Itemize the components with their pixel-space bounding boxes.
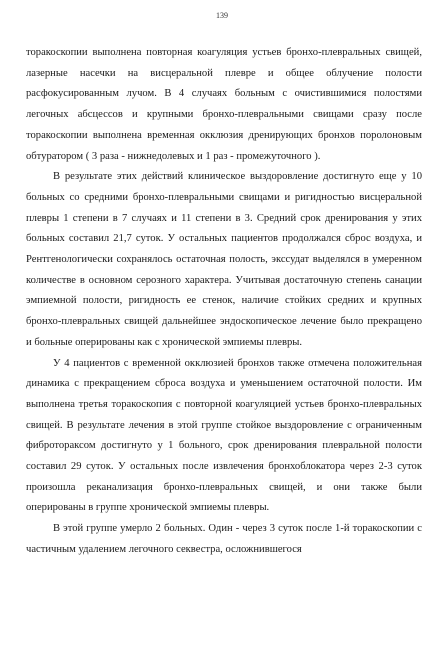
paragraph-3: У 4 пациентов с временной окклюзией бронхов также отмечена положительная динамика с прекращением сброса воздуха и уменьшением остаточной полости. Им выполнена третья торакоскопия с повторной коагуляцией устьев бронхо-плевральных свищей. В результате лечения в этой группе стойкое выздоровление с ограниченным фибротораксом достигнуто у 1 больного, срок дренирования плевральной полости составил 29 суток. У остальных после извлечения бронхоблокатора через 2-3 суток произошла реканализация бронхо-плевральных свищей, и они также были оперированы в группе хронической эмпиемы плевры. (26, 357, 422, 514)
page-number: 139 (216, 11, 228, 20)
paragraph-4: В этой группе умерло 2 больных. Один - через 3 суток после 1-й торакоскопии с частичным удалением легочного секвестра, осложнившегося (26, 523, 422, 555)
paragraph-1: торакоскопии выполнена повторная коагуляция устьев бронхо-плевральных свищей, лазерные насечки на висцеральной плевре и общее облучение полости расфокусированным лучом. В 4 случаях больным с очистившимися полостями легочных абсцессов и крупными бронхо-плевральными свищами сразу после торакоскопии выполнена временная окклюзия дренирующих бронхов поролоновым обтуратором ( 3 раза - нижнедолевых и 1 раз - промежуточного ). (26, 47, 422, 162)
body-text (26, 43, 422, 561)
paragraph-2: В результате этих действий клиническое выздоровление достигнуто еще у 10 больных со средними бронхо-плевральными свищами и ригидностью висцеральной плевры 1 степени в 7 случаях и 11 степени в 3. Средний срок дренирования у этих больных составил 21,7 суток. У остальных пациентов продолжался сброс воздуха, и Рентгенологически сохранялось остаточная полость, экссудат выделялся в умеренном количестве в основном серозного характера. Учитывая достаточную степень санации эмпиемной полости, ригидность ее стенок, наличие стойких средних и крупных бронхо-плевральных свищей дальнейшее эндоскопическое лечение было прекращено и больные оперированы как с хронической эмпиемы плевры. (26, 171, 422, 348)
